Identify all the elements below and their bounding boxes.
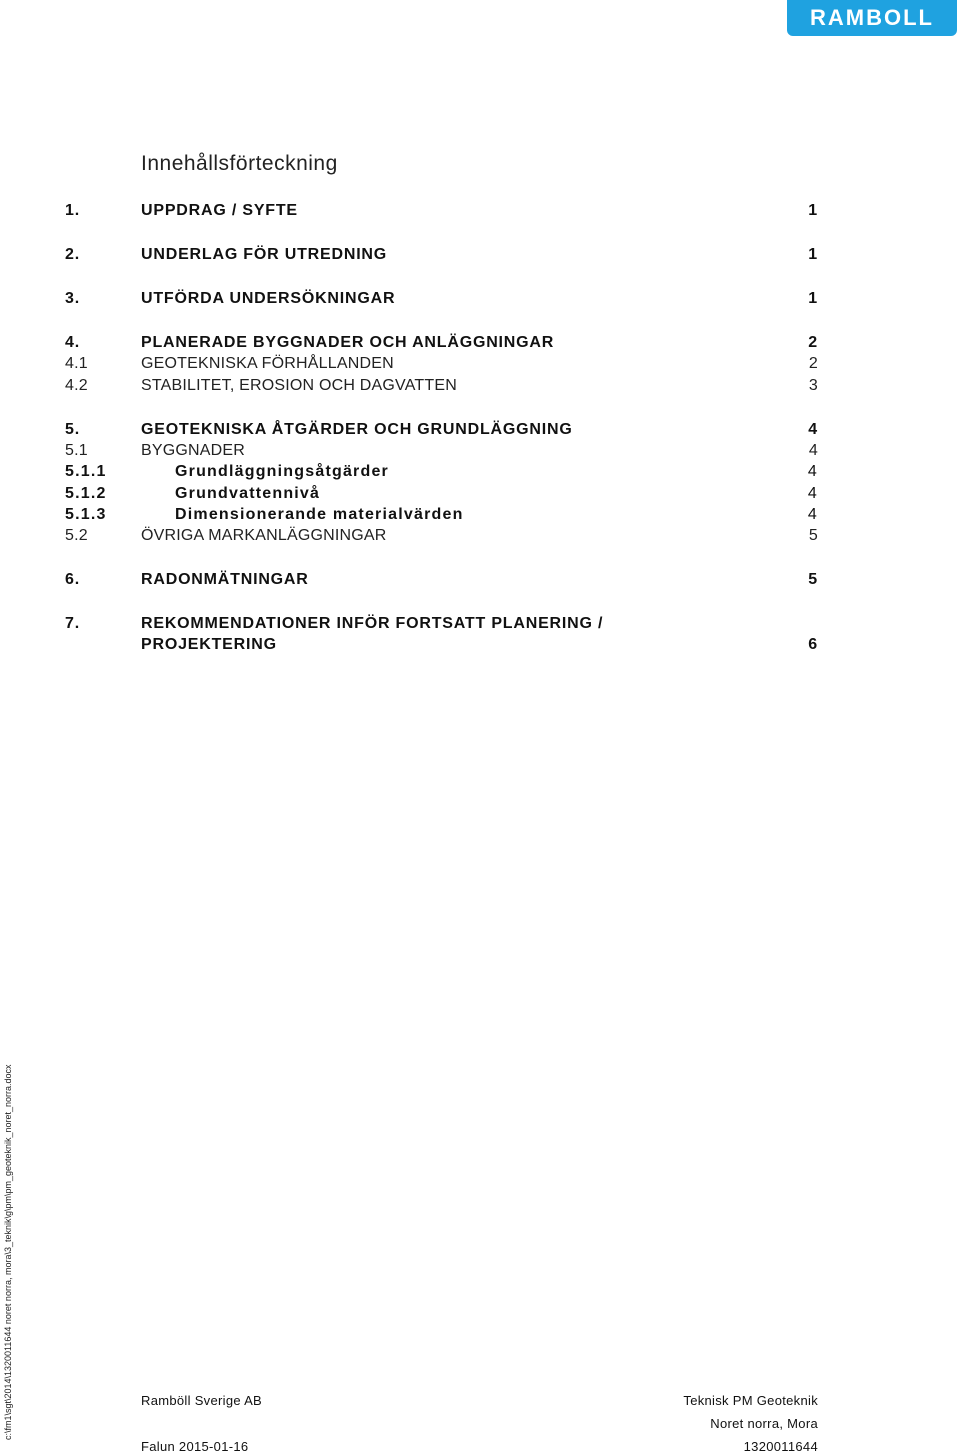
toc-entry-page: 4 (808, 442, 818, 459)
toc-entry-label: GEOTEKNISKA ÅTGÄRDER OCH GRUNDLÄGGNING (141, 421, 573, 438)
toc-entry-page: 6 (808, 636, 818, 653)
toc-title: Innehållsförteckning (141, 152, 338, 175)
toc-entry[interactable] (65, 442, 818, 462)
toc-entry-page: 4 (808, 421, 818, 438)
toc-entry-label: PLANERADE BYGGNADER OCH ANLÄGGNINGAR (141, 334, 555, 351)
footer-doc-type: Teknisk PM Geoteknik (683, 1393, 818, 1408)
toc-entry-number: 5.2 (65, 527, 88, 544)
footer-date: Falun 2015-01-16 (141, 1439, 249, 1454)
toc-entry-label: RADONMÄTNINGAR (141, 571, 309, 588)
toc-entry-number: 5.1.3 (65, 506, 107, 523)
toc-entry-page: 5 (808, 527, 818, 544)
toc-entry-number: 2. (65, 246, 80, 263)
toc-entry-page: 5 (808, 571, 818, 588)
toc-entry[interactable] (65, 506, 818, 526)
toc-entry-page: 2 (808, 334, 818, 351)
toc-entry-number: 1. (65, 202, 80, 219)
toc-entry-label: REKOMMENDATIONER INFÖR FORTSATT PLANERING / (141, 615, 604, 632)
footer-number: 1320011644 (743, 1439, 818, 1454)
toc-entry-label: UNDERLAG FÖR UTREDNING (141, 246, 388, 263)
footer-company: Ramböll Sverige AB (141, 1393, 263, 1408)
toc-entry[interactable] (65, 615, 818, 635)
toc-entry-label: STABILITET, EROSION OCH DAGVATTEN (141, 377, 457, 394)
toc-entry-number: 5.1.1 (65, 463, 107, 480)
toc-entry-page: 4 (807, 485, 818, 502)
toc-entry[interactable] (65, 355, 818, 375)
toc-entry-continuation[interactable] (65, 636, 818, 656)
ramboll-logo: RAMBOLL (787, 0, 957, 36)
toc-entry-page: 4 (807, 506, 818, 523)
toc-entry[interactable] (65, 463, 818, 483)
toc-entry-label: UTFÖRDA UNDERSÖKNINGAR (141, 290, 396, 307)
toc-entry-number: 7. (65, 615, 80, 632)
toc-entry[interactable] (65, 377, 818, 397)
toc-entry[interactable] (65, 571, 818, 591)
toc-entry-label: Grundläggningsåtgärder (175, 463, 389, 480)
footer-project: Noret norra, Mora (710, 1416, 818, 1431)
toc-entry-number: 3. (65, 290, 80, 307)
toc-entry[interactable] (65, 421, 818, 441)
toc-entry[interactable] (65, 334, 818, 354)
toc-entry-label: GEOTEKNISKA FÖRHÅLLANDEN (141, 355, 394, 372)
toc-entry-page: 2 (808, 355, 818, 372)
toc-entry[interactable] (65, 290, 818, 310)
toc-entry[interactable] (65, 202, 818, 222)
toc-entry-number: 5. (65, 421, 80, 438)
toc-entry-label: ÖVRIGA MARKANLÄGGNINGAR (141, 527, 387, 544)
toc-entry-page: 4 (807, 463, 818, 480)
toc-entry-number: 4.1 (65, 355, 88, 372)
toc-entry-number: 4.2 (65, 377, 88, 394)
toc-entry-number: 5.1 (65, 442, 88, 459)
toc-entry[interactable] (65, 485, 818, 505)
toc-entry-label: BYGGNADER (141, 442, 246, 459)
toc-entry-page: 1 (808, 202, 818, 219)
toc-entry-page: 1 (808, 246, 818, 263)
toc-entry-label: Dimensionerande materialvärden (175, 506, 464, 523)
toc-entry-number: 6. (65, 571, 80, 588)
toc-entry[interactable] (65, 246, 818, 266)
toc-entry-number: 4. (65, 334, 80, 351)
toc-entry-label: UPPDRAG / SYFTE (141, 202, 298, 219)
toc-entry-page: 3 (808, 377, 818, 394)
toc-entry[interactable] (65, 527, 818, 547)
toc-entry-label: PROJEKTERING (141, 636, 277, 653)
file-path: c:\fm1\sgt\2014\1320011644 noret norra, mora\3_teknik\g\pm\pm_geoteknik_noret_norra.docx (3, 1064, 13, 1440)
toc-entry-number: 5.1.2 (65, 485, 107, 502)
toc-entry-page: 1 (808, 290, 818, 307)
toc-entry-label: Grundvattennivå (175, 485, 321, 502)
